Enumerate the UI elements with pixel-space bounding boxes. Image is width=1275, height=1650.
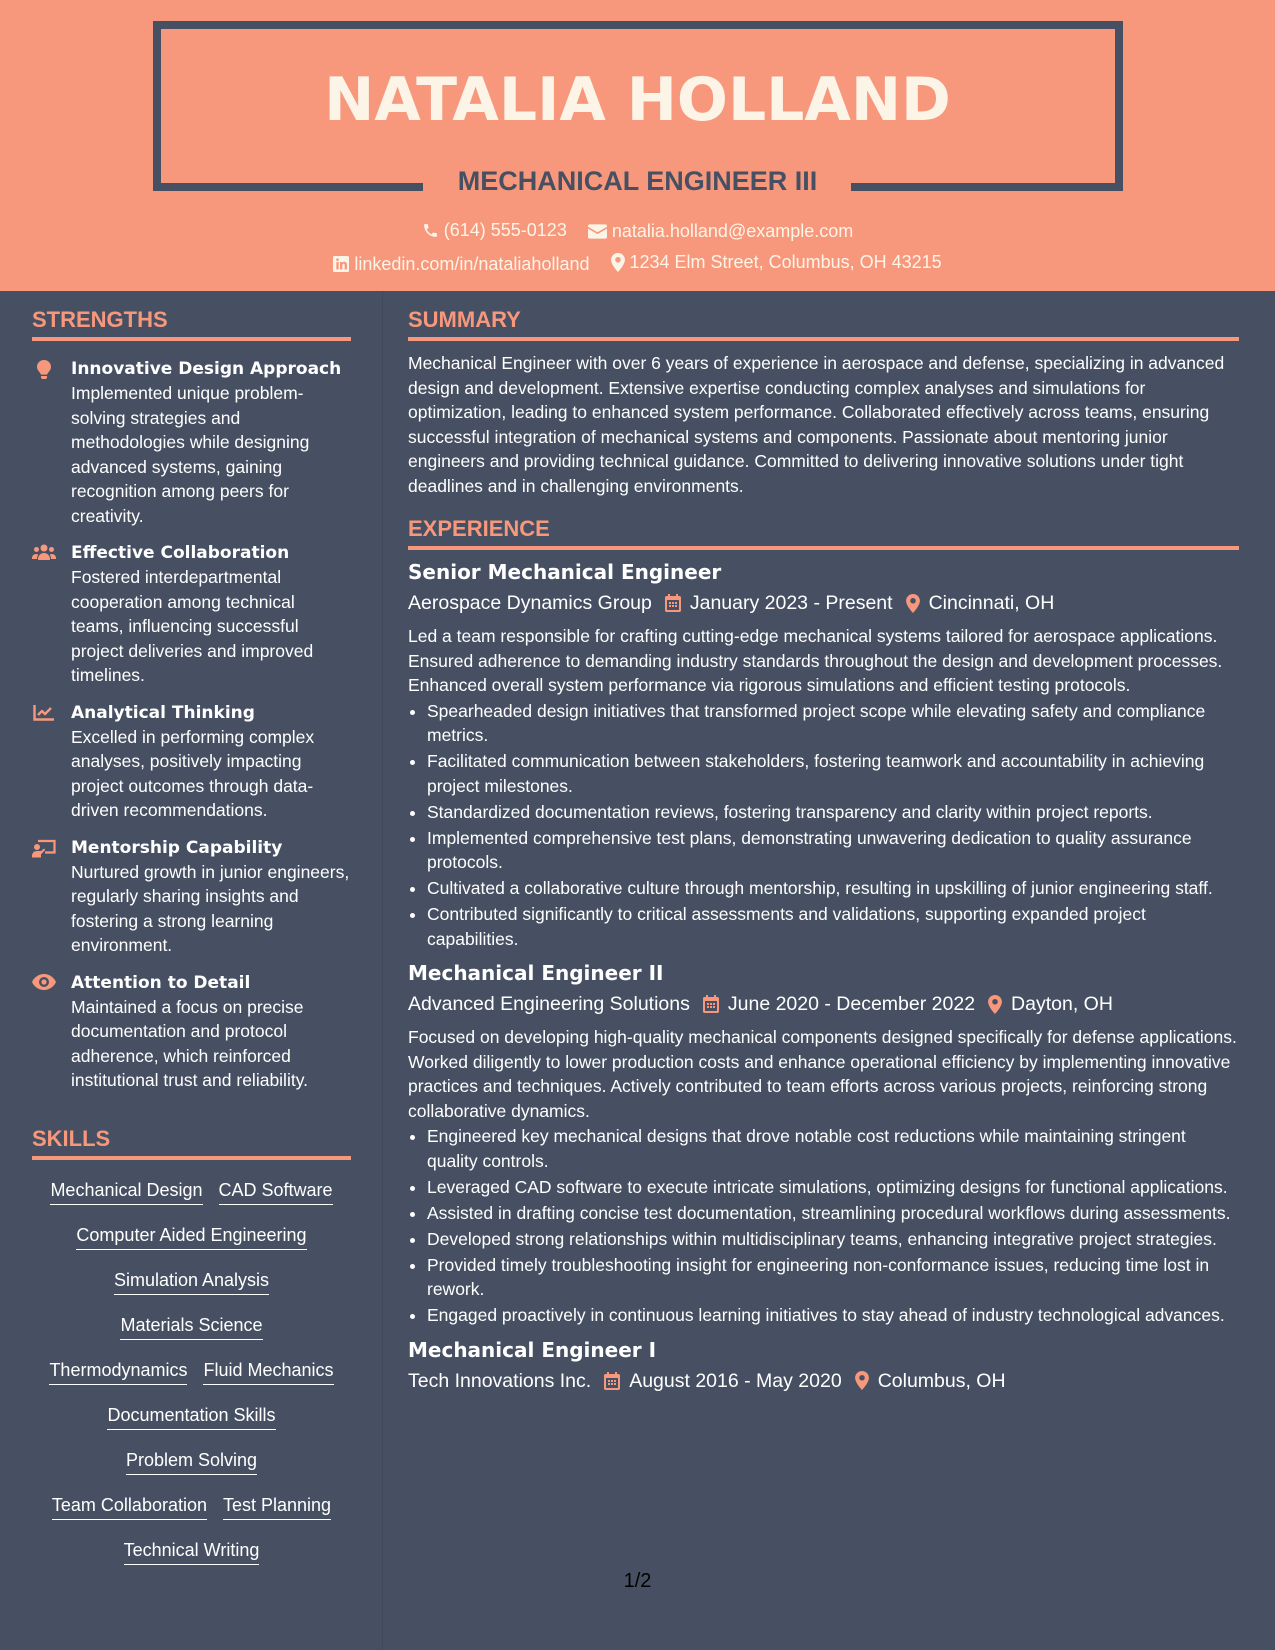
main-column [408, 307, 1239, 1396]
skill-tag: Documentation Skills [107, 1403, 275, 1430]
skill-row [32, 1448, 351, 1476]
list-item: • Facilitated communication between stakeholders, fostering teamwork and accountability in achieving project milestones. [427, 749, 1239, 798]
strengths-heading: STRENGTHS [32, 307, 351, 341]
job-dates-text: January 2023 - Present [689, 592, 893, 614]
strength-desc: Nurtured growth in junior engineers, regularly sharing insights and fostering a strong learning environment. [71, 861, 350, 955]
job-entry [408, 959, 1239, 1328]
job-dates-text: August 2016 - May 2020 [629, 1369, 842, 1392]
skill-row [32, 1358, 351, 1386]
skills-section [32, 1126, 351, 1160]
chart-line-icon [32, 704, 56, 726]
list-item: • Provided timely troubleshooting insight for engineering non-conformance issues, reducing time lost in rework. [427, 1253, 1239, 1302]
column-divider [382, 291, 383, 1650]
job-position: Mechanical Engineer I [408, 1337, 657, 1362]
job-dates [591, 1366, 841, 1396]
list-item: • Implemented comprehensive test plans, demonstrating unwavering dedication to quality assurance protocols. [427, 826, 1239, 875]
list-item: • Spearheaded design initiatives that transformed project scope while elevating safety and compliance metrics. [427, 699, 1239, 748]
list-item: • Engineered key mechanical designs that drove notable cost reductions while maintaining stringent quality controls. [427, 1124, 1239, 1173]
experience-heading: EXPERIENCE [408, 516, 1239, 550]
skill-row [32, 1493, 351, 1521]
contact-linkedin[interactable] [333, 254, 589, 275]
list-item: • Standardized documentation reviews, fostering transparency and clarity within project reports. [427, 800, 1239, 825]
job-entry [408, 1336, 1239, 1396]
map-marker-icon [906, 594, 920, 613]
strength-item [32, 701, 351, 823]
skill-row [32, 1223, 351, 1251]
contact-row-2 [0, 252, 1275, 277]
strength-desc: Implemented unique problem-solving strategies and methodologies while designing advanced systems, gaining recognition among peers for creativity. [71, 383, 310, 526]
phone-icon [422, 222, 439, 239]
chalkboard-teacher-icon [32, 839, 56, 863]
skill-tag: Computer Aided Engineering [76, 1223, 306, 1250]
phone-text: (614) 555-0123 [443, 220, 567, 240]
skill-tag: Team Collaboration [52, 1493, 207, 1520]
summary-heading: SUMMARY [408, 307, 1239, 341]
job-location-text: Dayton, OH [1011, 993, 1113, 1015]
job-dates-text: June 2020 - December 2022 [727, 993, 976, 1015]
candidate-name: NATALIA HOLLAND [324, 65, 951, 135]
lightbulb-icon [32, 360, 56, 385]
resume-header [0, 0, 1275, 291]
job-company: Advanced Engineering Solutions [408, 993, 690, 1015]
job-dates [652, 588, 893, 618]
summary-text: Mechanical Engineer with over 6 years of experience in aerospace and defense, specializing in advanced design and development. Extensive expertise conducting complex analyses and simulations for optimization, leading to enhanced system performance. Collaborated effectively across teams, ensuring successful integration of mechanical systems and components. Passionate about mentoring junior engineers and providing technical guidance. Committed to delivering innovative solutions under tight deadlines and in challenging environments. [408, 353, 1225, 496]
job-bullets [408, 699, 1239, 952]
job-description: Focused on developing high-quality mechanical components designed specifically for defense applications. Worked diligently to lower production costs and enhance operational efficiency by implementing innovative practices and techniques. Actively contributed to team efforts across various projects, reinforcing strong collaborative dynamics. [408, 1027, 1237, 1121]
calendar-icon [703, 995, 719, 1013]
skills-heading: SKILLS [32, 1126, 351, 1160]
skill-tag: Fluid Mechanics [203, 1358, 333, 1385]
skill-tag: Materials Science [120, 1313, 262, 1340]
linkedin-icon [333, 256, 349, 272]
job-company: Tech Innovations Inc. [408, 1369, 592, 1392]
strength-desc: Excelled in performing complex analyses, positively impacting project outcomes through data-driven recommendations. [71, 726, 315, 820]
skill-row [32, 1313, 351, 1341]
job-location [975, 989, 1113, 1019]
contact-phone[interactable] [422, 220, 567, 241]
users-icon [32, 544, 56, 566]
list-item: • Leveraged CAD software to execute intricate simulations, optimizing designs for functional applications. [427, 1175, 1239, 1200]
job-meta [408, 1366, 1239, 1396]
eye-icon [32, 974, 56, 995]
map-marker-icon [988, 995, 1002, 1014]
skill-row [32, 1538, 351, 1566]
strength-item [32, 357, 351, 528]
map-marker-icon [611, 253, 625, 272]
email-text: natalia.holland@example.com [611, 221, 854, 241]
strength-item [32, 541, 351, 688]
strength-desc: Maintained a focus on precise documentation and protocol adherence, which reinforced institutional trust and reliability. [71, 996, 309, 1090]
skill-tag: Simulation Analysis [114, 1268, 269, 1295]
skill-tag: Technical Writing [124, 1538, 260, 1565]
skill-row [32, 1268, 351, 1296]
calendar-icon [604, 1372, 620, 1390]
list-item: • Engaged proactively in continuous learning initiatives to stay ahead of industry technological advances. [427, 1303, 1239, 1328]
page-number: 1/2 [623, 1570, 652, 1592]
skills-list [32, 1178, 351, 1583]
contact-row-1 [0, 220, 1275, 244]
list-item: • Contributed significantly to critical assessments and validations, supporting expanded project capabilities. [427, 902, 1239, 951]
strength-title: Effective Collaboration [71, 543, 290, 563]
strength-title: Analytical Thinking [71, 702, 255, 723]
skill-tag: Problem Solving [126, 1448, 257, 1475]
strengths-section [32, 307, 351, 1106]
skill-row [32, 1178, 351, 1206]
skill-tag: Thermodynamics [49, 1358, 187, 1385]
strength-desc: Fostered interdepartmental cooperation among technical teams, influencing successful project deliveries and improved timelines. [71, 567, 314, 685]
skill-row [32, 1403, 351, 1431]
strength-item [32, 836, 351, 958]
envelope-icon [588, 224, 607, 239]
linkedin-text: linkedin.com/in/nataliaholland [354, 253, 590, 274]
job-position: Mechanical Engineer II [408, 961, 664, 985]
strength-title: Innovative Design Approach [71, 359, 342, 379]
skill-tag: CAD Software [219, 1178, 333, 1205]
address-text: 1234 Elm Street, Columbus, OH 43215 [629, 252, 942, 272]
list-item: • Assisted in drafting concise test documentation, streamlining procedural workflows during assessments. [427, 1201, 1239, 1226]
job-location [893, 588, 1055, 618]
contact-address [611, 252, 942, 273]
job-location-text: Cincinnati, OH [928, 592, 1055, 614]
job-meta [408, 588, 1239, 618]
skill-tag: Mechanical Design [50, 1178, 202, 1205]
job-meta [408, 989, 1239, 1019]
calendar-icon [665, 594, 681, 612]
contact-email[interactable] [588, 221, 853, 242]
job-bullets [408, 1124, 1239, 1328]
skill-tag: Test Planning [223, 1493, 331, 1520]
job-entry [408, 558, 1239, 951]
job-position: Senior Mechanical Engineer [408, 560, 722, 584]
job-description: Led a team responsible for crafting cutting-edge mechanical systems tailored for aerospace applications. Ensured adherence to demanding industry standards throughout the design and development processes. Enhanced overall system performance via rigorous simulations and efficient testing protocols. [408, 626, 1223, 695]
strength-title: Mentorship Capability [71, 837, 283, 858]
job-location-text: Columbus, OH [877, 1369, 1006, 1392]
list-item: • Cultivated a collaborative culture through mentorship, resulting in upskilling of junior engineering staff. [427, 876, 1239, 901]
job-company: Aerospace Dynamics Group [408, 592, 652, 614]
job-title: MECHANICAL ENGINEER III [457, 166, 818, 196]
list-item: • Developed strong relationships within multidisciplinary teams, enhancing integrative project strategies. [427, 1227, 1239, 1252]
strength-title: Attention to Detail [71, 972, 251, 993]
strength-item [32, 971, 351, 1093]
map-marker-icon [855, 1371, 869, 1390]
job-dates [690, 989, 975, 1019]
job-location [842, 1366, 1006, 1396]
